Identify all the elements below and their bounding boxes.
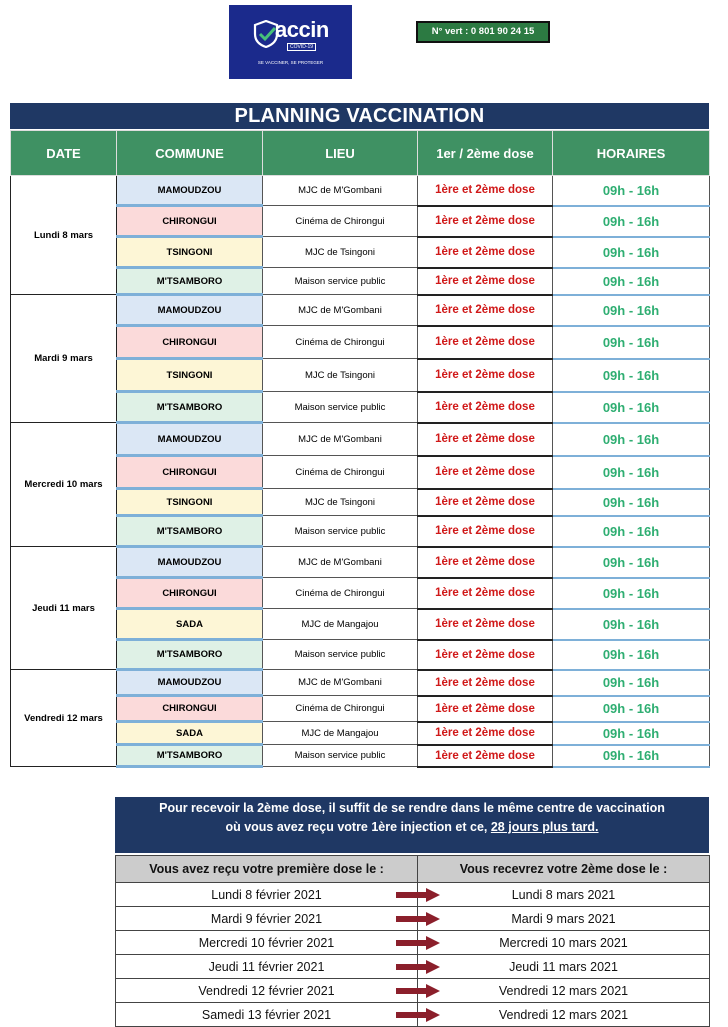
dose-cell: 1ère et 2ème dose (418, 578, 553, 609)
logo-word: accin (275, 17, 329, 42)
lieu-cell: MJC de Mangajou (263, 722, 418, 745)
commune-cell: TSINGONI (117, 237, 263, 268)
commune-cell: CHIRONGUI (117, 206, 263, 237)
column-header-dose: 1er / 2ème dose (418, 131, 553, 176)
horaires-cell: 09h - 16h (553, 456, 710, 489)
planning-title: PLANNING VACCINATION (10, 103, 709, 129)
commune-cell: MAMOUDZOU (117, 176, 263, 206)
date-cell: Mardi 9 mars (11, 295, 117, 423)
planning-table (10, 130, 710, 768)
horaires-cell: 09h - 16h (553, 237, 710, 268)
lieu-cell: MJC de M'Gombani (263, 423, 418, 456)
date-cell: Mercredi 10 mars (11, 423, 117, 547)
dose-cell: 1ère et 2ème dose (418, 722, 553, 745)
horaires-cell: 09h - 16h (553, 640, 710, 670)
planning-row (11, 423, 710, 456)
horaires-cell: 09h - 16h (553, 392, 710, 423)
horaires-cell: 09h - 16h (553, 722, 710, 745)
commune-cell: CHIRONGUI (117, 456, 263, 489)
column-header-second-dose: Vous recevrez votre 2ème dose le : (418, 856, 710, 883)
horaires-cell: 09h - 16h (553, 516, 710, 547)
second-dose-row (116, 907, 710, 931)
horaires-cell: 09h - 16h (553, 696, 710, 722)
commune-cell: M'TSAMBORO (117, 392, 263, 423)
dose-cell: 1ère et 2ème dose (418, 237, 553, 268)
horaires-cell: 09h - 16h (553, 423, 710, 456)
lieu-cell: Cinéma de Chirongui (263, 206, 418, 237)
second-dose-row (116, 979, 710, 1003)
commune-cell: M'TSAMBORO (117, 640, 263, 670)
dose-cell: 1ère et 2ème dose (418, 423, 553, 456)
horaires-cell: 09h - 16h (553, 295, 710, 326)
commune-cell: SADA (117, 609, 263, 640)
info-emphasis: 28 jours plus tard. (490, 820, 599, 834)
lieu-cell: MJC de Tsingoni (263, 359, 418, 392)
commune-cell: SADA (117, 722, 263, 745)
lieu-cell: MJC de M'Gombani (263, 176, 418, 206)
second-dose-date: Vendredi 12 mars 2021 (418, 979, 710, 1003)
commune-cell: CHIRONGUI (117, 696, 263, 722)
commune-cell: MAMOUDZOU (117, 423, 263, 456)
commune-cell: MAMOUDZOU (117, 295, 263, 326)
horaires-cell: 09h - 16h (553, 547, 710, 578)
dose-cell: 1ère et 2ème dose (418, 268, 553, 295)
planning-row (11, 670, 710, 696)
first-dose-date: Lundi 8 février 2021 (116, 883, 418, 907)
second-dose-row (116, 955, 710, 979)
info-line-2-text: où vous avez reçu votre 1ère injection et ce, (225, 820, 491, 834)
lieu-cell: Maison service public (263, 392, 418, 423)
dose-cell: 1ère et 2ème dose (418, 640, 553, 670)
horaires-cell: 09h - 16h (553, 670, 710, 696)
info-line-1: Pour recevoir la 2ème dose, il suffit de se rendre dans le même centre de vaccination (159, 801, 665, 815)
logo-tagline: SE VACCINER, SE PROTEGER (257, 60, 324, 65)
dose-cell: 1ère et 2ème dose (418, 206, 553, 237)
lieu-cell: MJC de Mangajou (263, 609, 418, 640)
first-dose-date: Vendredi 12 février 2021 (116, 979, 418, 1003)
second-dose-date: Mardi 9 mars 2021 (418, 907, 710, 931)
second-dose-info (115, 797, 709, 853)
commune-cell: M'TSAMBORO (117, 516, 263, 547)
column-header-date: DATE (11, 131, 117, 176)
horaires-cell: 09h - 16h (553, 206, 710, 237)
lieu-cell: Cinéma de Chirongui (263, 456, 418, 489)
second-dose-date: Lundi 8 mars 2021 (418, 883, 710, 907)
first-dose-date: Mercredi 10 février 2021 (116, 931, 418, 955)
commune-cell: MAMOUDZOU (117, 670, 263, 696)
first-dose-date: Mardi 9 février 2021 (116, 907, 418, 931)
lieu-cell: Maison service public (263, 516, 418, 547)
dose-cell: 1ère et 2ème dose (418, 489, 553, 516)
second-dose-date: Vendredi 12 mars 2021 (418, 1003, 710, 1027)
horaires-cell: 09h - 16h (553, 609, 710, 640)
lieu-cell: MJC de M'Gombani (263, 670, 418, 696)
horaires-cell: 09h - 16h (553, 489, 710, 516)
commune-cell: M'TSAMBORO (117, 745, 263, 767)
commune-cell: M'TSAMBORO (117, 268, 263, 295)
dose-cell: 1ère et 2ème dose (418, 516, 553, 547)
info-line-2 (115, 818, 709, 837)
planning-row (11, 295, 710, 326)
dose-cell: 1ère et 2ème dose (418, 547, 553, 578)
dose-cell: 1ère et 2ème dose (418, 745, 553, 767)
column-header-commune: COMMUNE (117, 131, 263, 176)
lieu-cell: Maison service public (263, 268, 418, 295)
date-cell: Vendredi 12 mars (11, 670, 117, 767)
column-header-lieu: LIEU (263, 131, 418, 176)
second-dose-row (116, 883, 710, 907)
horaires-cell: 09h - 16h (553, 268, 710, 295)
horaires-cell: 09h - 16h (553, 176, 710, 206)
second-dose-header-row (116, 856, 710, 883)
lieu-cell: MJC de M'Gombani (263, 295, 418, 326)
dose-cell: 1ère et 2ème dose (418, 456, 553, 489)
commune-cell: CHIRONGUI (117, 578, 263, 609)
dose-cell: 1ère et 2ème dose (418, 359, 553, 392)
commune-cell: TSINGONI (117, 489, 263, 516)
lieu-cell: Maison service public (263, 640, 418, 670)
column-header-horaires: HORAIRES (553, 131, 710, 176)
date-cell: Jeudi 11 mars (11, 547, 117, 670)
first-dose-date: Samedi 13 février 2021 (116, 1003, 418, 1027)
commune-cell: MAMOUDZOU (117, 547, 263, 578)
horaires-cell: 09h - 16h (553, 326, 710, 359)
commune-cell: TSINGONI (117, 359, 263, 392)
lieu-cell: MJC de Tsingoni (263, 489, 418, 516)
lieu-cell: Cinéma de Chirongui (263, 578, 418, 609)
logo-covid-label: COVID-19 (287, 43, 316, 51)
horaires-cell: 09h - 16h (553, 359, 710, 392)
planning-header-row (11, 131, 710, 176)
lieu-cell: Maison service public (263, 745, 418, 767)
dose-cell: 1ère et 2ème dose (418, 392, 553, 423)
second-dose-date: Mercredi 10 mars 2021 (418, 931, 710, 955)
dose-cell: 1ère et 2ème dose (418, 696, 553, 722)
hotline-badge: N° vert : 0 801 90 24 15 (416, 21, 550, 43)
first-dose-date: Jeudi 11 février 2021 (116, 955, 418, 979)
dose-cell: 1ère et 2ème dose (418, 326, 553, 359)
lieu-cell: Cinéma de Chirongui (263, 326, 418, 359)
date-cell: Lundi 8 mars (11, 176, 117, 295)
horaires-cell: 09h - 16h (553, 578, 710, 609)
lieu-cell: MJC de Tsingoni (263, 237, 418, 268)
second-dose-row (116, 931, 710, 955)
vaccin-logo (229, 5, 352, 79)
commune-cell: CHIRONGUI (117, 326, 263, 359)
horaires-cell: 09h - 16h (553, 745, 710, 767)
dose-cell: 1ère et 2ème dose (418, 609, 553, 640)
dose-cell: 1ère et 2ème dose (418, 670, 553, 696)
second-dose-date: Jeudi 11 mars 2021 (418, 955, 710, 979)
planning-row (11, 176, 710, 206)
dose-cell: 1ère et 2ème dose (418, 176, 553, 206)
second-dose-row (116, 1003, 710, 1027)
lieu-cell: MJC de M'Gombani (263, 547, 418, 578)
second-dose-table (115, 855, 710, 1027)
column-header-first-dose: Vous avez reçu votre première dose le : (116, 856, 418, 883)
dose-cell: 1ère et 2ème dose (418, 295, 553, 326)
planning-row (11, 547, 710, 578)
lieu-cell: Cinéma de Chirongui (263, 696, 418, 722)
